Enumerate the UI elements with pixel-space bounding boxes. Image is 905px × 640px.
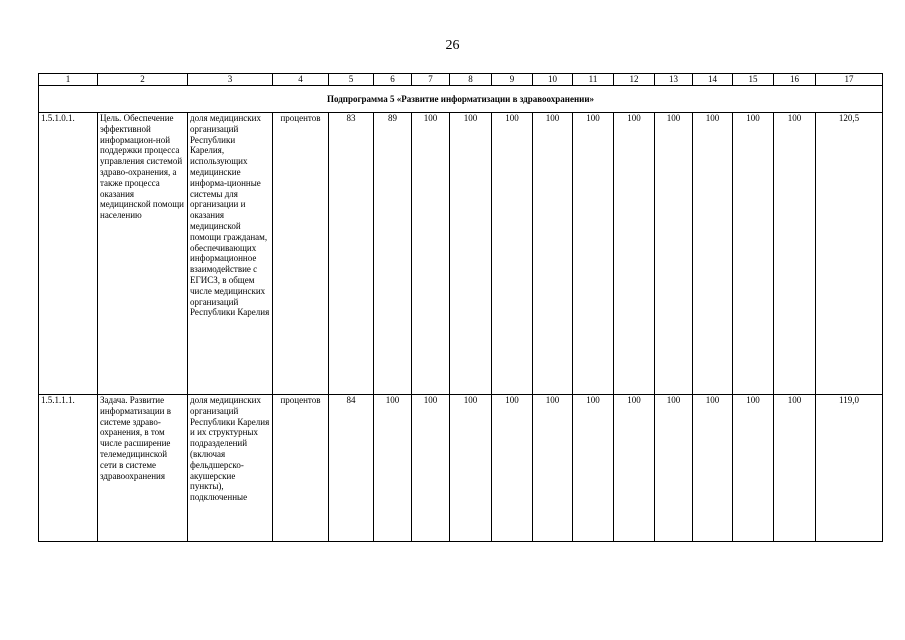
value-cell: 100 (533, 113, 573, 395)
page-number: 26 (445, 38, 460, 53)
column-number-12: 12 (614, 74, 655, 86)
table-row (39, 395, 883, 542)
value-cell: 119,0 (816, 395, 883, 542)
column-number-5: 5 (329, 74, 374, 86)
value-cell: 100 (655, 113, 693, 395)
value-cell: 100 (374, 395, 412, 542)
column-number-11: 11 (573, 74, 614, 86)
value-cell: 100 (614, 395, 655, 542)
value-cell: 83 (329, 113, 374, 395)
column-number-3: 3 (188, 74, 273, 86)
column-number-16: 16 (774, 74, 816, 86)
value-cell: 100 (693, 395, 733, 542)
value-cell: 100 (412, 395, 450, 542)
value-cell: 100 (733, 395, 774, 542)
indicator-text: доля медицинских организаций Республики Карелия, использующих медицинские информа-ционные системы для организации и оказания медицинской помощи гражданам, обеспечивающих информационное взаимодействие с ЕГИСЗ, в общем числе медицинских организаций Республики Карелия (188, 113, 273, 395)
column-number-15: 15 (733, 74, 774, 86)
value-cell: 100 (533, 395, 573, 542)
indicators-table (38, 73, 883, 542)
value-cell: 100 (693, 113, 733, 395)
column-number-1: 1 (39, 74, 98, 86)
value-cell: 100 (573, 113, 614, 395)
value-cell: 100 (412, 113, 450, 395)
column-number-2: 2 (98, 74, 188, 86)
goal-text: Цель. Обеспечение эффективной информацион-ной поддержки процесса управления системой здраво-охранения, а также процесса оказания медицинской помощи населению (98, 113, 188, 395)
subprogram-row (39, 86, 883, 113)
column-number-14: 14 (693, 74, 733, 86)
value-cell: 89 (374, 113, 412, 395)
value-cell: 100 (774, 113, 816, 395)
value-cell: 100 (450, 395, 492, 542)
subprogram-title: Подпрограмма 5 «Развитие информатизации в здравоохранении» (39, 86, 883, 113)
column-number-13: 13 (655, 74, 693, 86)
column-number-10: 10 (533, 74, 573, 86)
value-cell: 100 (492, 113, 533, 395)
column-number-9: 9 (492, 74, 533, 86)
value-cell: 100 (733, 113, 774, 395)
goal-text: Задача. Развитие информатизации в системе здраво-охранения, в том числе расширение телемедицинской сети в системе здравоохранения (98, 395, 188, 542)
value-cell: 100 (655, 395, 693, 542)
unit-cell: процентов (273, 113, 329, 395)
value-cell: 100 (614, 113, 655, 395)
value-cell: 100 (492, 395, 533, 542)
column-number-7: 7 (412, 74, 450, 86)
value-cell: 100 (774, 395, 816, 542)
value-cell: 120,5 (816, 113, 883, 395)
value-cell: 100 (450, 113, 492, 395)
value-cell: 100 (573, 395, 614, 542)
column-number-17: 17 (816, 74, 883, 86)
column-numbers-row (39, 74, 883, 86)
table-row (39, 113, 883, 395)
row-code: 1.5.1.1.1. (39, 395, 98, 542)
unit-cell: процентов (273, 395, 329, 542)
value-cell: 84 (329, 395, 374, 542)
column-number-4: 4 (273, 74, 329, 86)
column-number-8: 8 (450, 74, 492, 86)
row-code: 1.5.1.0.1. (39, 113, 98, 395)
indicator-text: доля медицинских организаций Республики Карелия и их структурных подразделений (включая фельдшерско-акушерские пункты), подключенные (188, 395, 273, 542)
column-number-6: 6 (374, 74, 412, 86)
